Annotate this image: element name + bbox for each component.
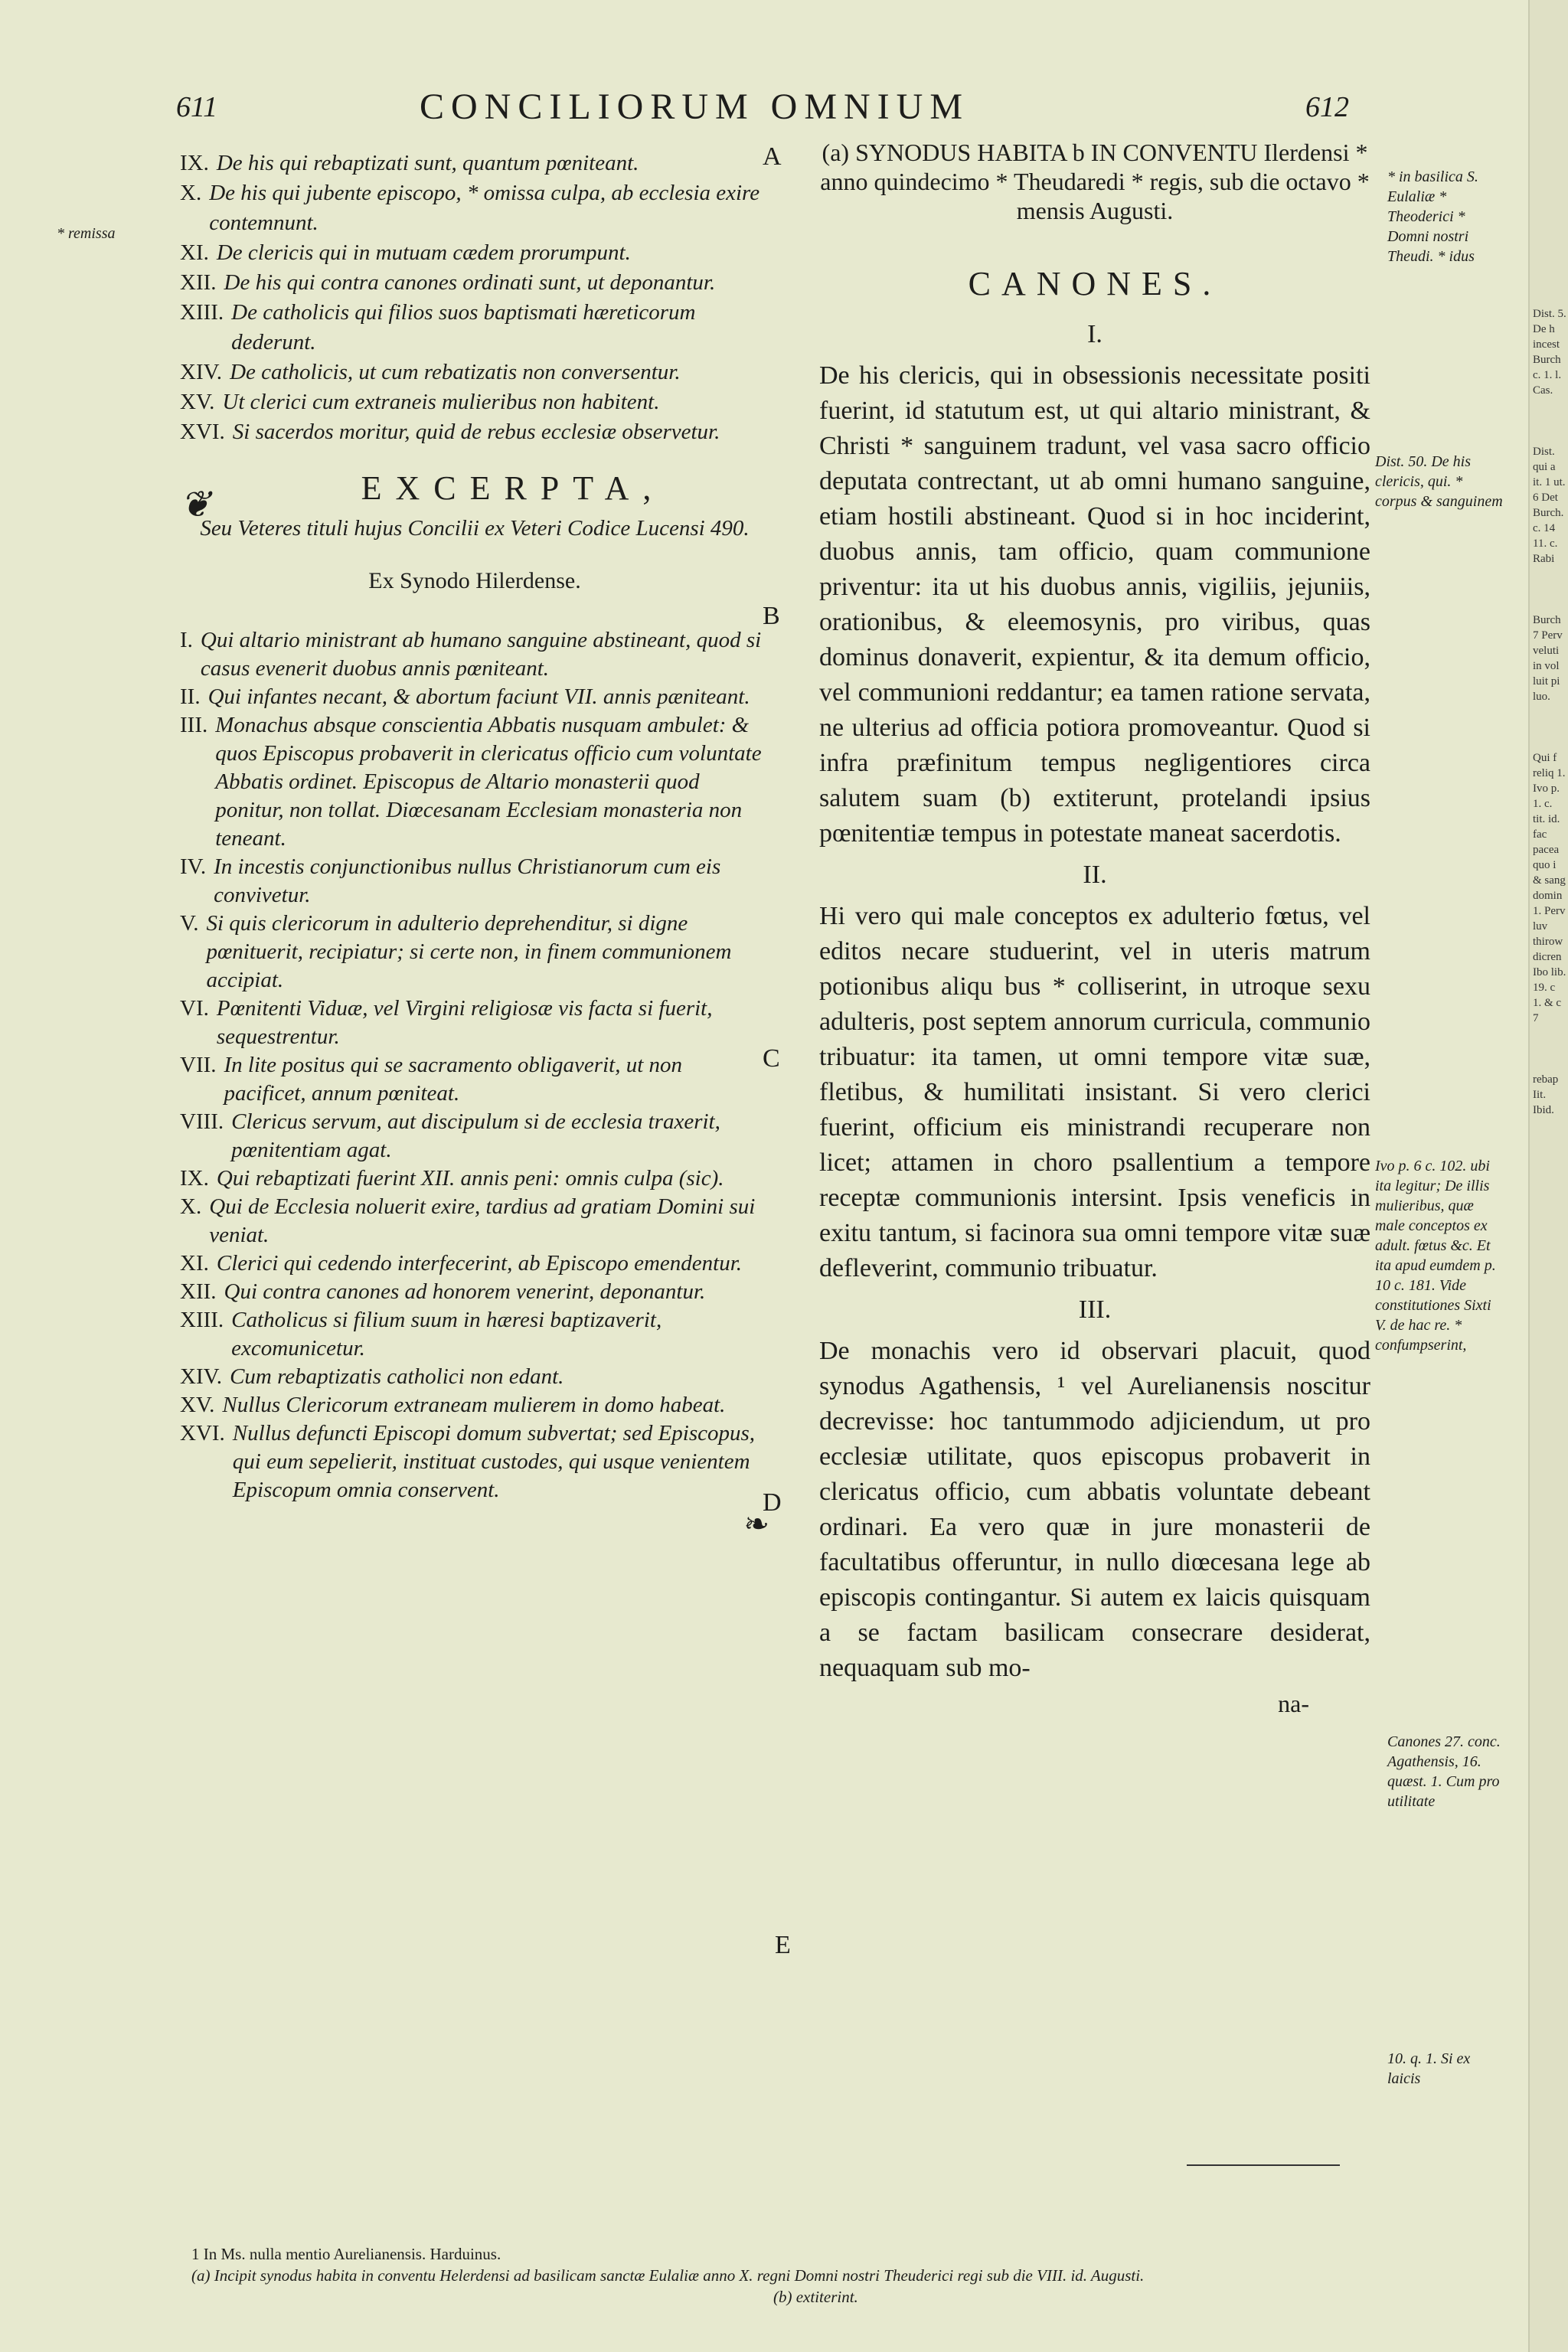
list-item (180, 1051, 769, 1108)
list-item (180, 387, 769, 417)
item-number: XIII. (180, 300, 224, 325)
list-item (180, 178, 769, 238)
canon-text: Hi vero qui male conceptos ex adulterio fœtus, vel editos necare studuerint, vel in uteris matrum potionibus aliqu bus * colliserint, in utroque sexu adulteris, post septem annorum curricula, communio tribuatur: ita tamen, ut omni tempore vitæ suæ, fletibus, & humilitati insistant. Si vero clerici fuerint, officium eis ministrandi recuperare non licet; attamen in choro psallentium a tempore receptæ communionis intersint. Ipsis veneficis in exitu tantum, si facinora sua omni tempore vitæ suæ defleverint, communio tribuatur. (819, 902, 1370, 1282)
footnote: (b) extiterint. (773, 2288, 858, 2306)
clipped-note: Burch 7 Perv veluti in vol luit pi luo. (1533, 614, 1563, 703)
excerpta-section (180, 469, 769, 1541)
margin-note: 10. q. 1. Si ex laicis (1387, 2050, 1471, 2087)
margin-note: * in basilica S. Eulaliæ * Theoderici * Domni nostri Theudi. * idus (1387, 168, 1478, 265)
left-column (180, 149, 769, 1539)
titles-list (180, 149, 769, 447)
item-number: XIII. (180, 1308, 224, 1332)
list-item (180, 683, 769, 711)
list-item (180, 149, 769, 178)
ex-synodo-heading: Ex Synodo Hilerdense. (368, 568, 581, 593)
item-text: De catholicis qui filios suos baptismati hæreticorum dederunt. (231, 300, 696, 354)
item-number: XVI. (180, 1421, 225, 1446)
list-item (180, 995, 769, 1051)
item-text: Clericus servum, aut discipulum si de ecclesia traxerit, pœnitentiam agat. (231, 1109, 720, 1162)
margin-note: Canones 27. conc. Agathensis, 16. quæst. 1. Cum pro utilitate (1387, 1733, 1501, 1810)
item-text: Nullus defuncti Episcopi domum subvertat; sed Episcopus, qui eum sepelierit, instituat custodes, qui usque venientem Episcopum omnia conservent. (232, 1421, 756, 1502)
item-text: Ut clerici cum extraneis mulieribus non habitent. (222, 390, 660, 414)
item-number: V. (180, 911, 199, 936)
item-number: III. (180, 713, 208, 737)
excerpta-subtitle: Seu Veteres tituli hujus Concilii ex Veteri Codice Lucensi 490. (200, 516, 750, 541)
item-text: De his qui contra canones ordinati sunt, ut deponantur. (224, 270, 716, 295)
canon-number: I. (1087, 320, 1102, 348)
item-number: IV. (180, 854, 207, 879)
list-item (180, 626, 769, 683)
margin-letter-d: D (763, 1488, 782, 1517)
list-item (180, 910, 769, 995)
canon-text: De his clericis, qui in obsessionis necessitate positi fuerint, id statutum est, ut qui altario ministrant, & Christi * sanguinem tradunt, vel vasa sacro officio deputata contrectant, ut ab omni humano sanguine, etiam hostili abstineant. Quod si in hoc inciderint, duobus annis, tam officio, quam communione priventur: ita ut his duobus annis, vigiliis, jejuniis, orationibus, & eleemosynis, pro viribus, quas dominus donaverit, expientur, & ita demum officio, vel communioni reddantur; ea tamen ratione servata, ne ulterius ad officia potiora promoveantur. Quod si infra præfinitum tempus negligentiores circa salutem suam (b) extiterunt, protelandi ipsius pœnitentiæ tempus in potestate maneat sacerdotis. (819, 361, 1370, 848)
item-number: XII. (180, 1279, 217, 1304)
item-text: De his qui rebaptizati sunt, quantum pœniteant. (216, 151, 639, 175)
margin-letter-a: A (763, 142, 782, 171)
item-number: I. (180, 628, 193, 652)
item-number: XVI. (180, 420, 225, 444)
excerpta-list (180, 626, 769, 1504)
margin-note: Dist. 50. De his clericis, qui. * corpus & sanguinem (1375, 453, 1503, 510)
list-item (180, 1250, 769, 1278)
list-item (180, 417, 769, 447)
item-text: In lite positus qui se sacramento obligaverit, ut non pacificet, annum pœniteat. (224, 1053, 682, 1106)
canon-number: II. (1083, 861, 1107, 889)
item-text: De his qui jubente episcopo, * omissa culpa, ab ecclesia exire contemnunt. (209, 181, 760, 235)
catchword: na- (1278, 1690, 1309, 1717)
clipped-note: Dist. qui a it. 1 ut. 6 Det Burch. c. 14 11. c. Rabi (1533, 446, 1566, 565)
list-item (180, 1165, 769, 1193)
list-item (180, 268, 769, 298)
list-item (180, 358, 769, 387)
item-text: Qui contra canones ad honorem venerint, deponantur. (224, 1279, 706, 1304)
list-item (180, 1193, 769, 1250)
footnotes (191, 2243, 1424, 2308)
item-text: Monachus absque conscientia Abbatis nusquam ambulet: & quos Episcopus probaverit in clericatus officio cum voluntate Abbatis ordinet. Episcopus de Altario monasterii quod ponitur, non tollat. Diœcesanam Ecclesiam monasteria non teneant. (215, 713, 762, 851)
tailpiece-icon: ❧ (743, 1507, 769, 1541)
item-text: In incestis conjunctionibus nullus Christianorum cum eis convivetur. (214, 854, 721, 907)
facing-page-margin (1533, 306, 1566, 1164)
item-number: XI. (180, 1251, 209, 1276)
item-number: XV. (180, 1393, 215, 1417)
item-number: XI. (180, 240, 209, 265)
margin-letter-c: C (763, 1044, 780, 1073)
list-item (180, 1363, 769, 1391)
item-number: II. (180, 684, 201, 709)
list-item (180, 238, 769, 268)
left-margin-note: * remissa (57, 225, 116, 242)
margin-letter-e: E (775, 1931, 791, 1959)
item-text: Si quis clericorum in adulterio deprehenditur, si digne pœnituerit, recipiatur; si certe non, in finem communionem accipiat. (206, 911, 732, 992)
list-item (180, 853, 769, 910)
excerpta-title: EXCERPTA, (361, 469, 665, 507)
list-item (180, 1108, 769, 1165)
synod-heading: (a) SYNODUS HABITA b IN CONVENTU Ilerdensi * anno quindecimo * Theudaredi * regis, sub die octavo * mensis Augusti. (820, 139, 1370, 224)
list-item (180, 298, 769, 358)
catchword-rule (1187, 2164, 1340, 2166)
page-number-left: 611 (176, 91, 218, 123)
item-number: IX. (180, 1166, 209, 1191)
list-item (180, 1391, 769, 1419)
clipped-note: Dist. 5. De h incest Burch c. 1. l. Cas. (1533, 308, 1566, 397)
list-item (180, 1419, 769, 1504)
canones-title: CANONES. (968, 265, 1222, 302)
right-column (819, 138, 1370, 1721)
page-number-right: 612 (1305, 91, 1349, 123)
item-number: XIV. (180, 360, 223, 384)
item-text: Catholicus si filium suum in hæresi baptizaverit, excomunicetur. (231, 1308, 662, 1361)
item-number: VIII. (180, 1109, 224, 1134)
clipped-note: rebap Iit. Ibid. (1533, 1073, 1559, 1116)
canon-number: III. (1078, 1295, 1112, 1324)
item-text: De clericis qui in mutuam cædem prorumpunt. (216, 240, 631, 265)
item-number: VII. (180, 1053, 217, 1077)
footnote: 1 In Ms. nulla mentio Aurelianensis. Harduinus. (191, 2245, 501, 2263)
list-item (180, 711, 769, 853)
margin-note: Ivo p. 6 c. 102. ubi ita legitur; De illis mulieribus, quæ male conceptos ex adult. fœtus &c. Et ita apud eumdem p. 10 c. 181. Vide constitutiones Sixti V. de hac re. * confumpserint, (1375, 1158, 1496, 1354)
item-text: Cum rebaptizatis catholici non edant. (230, 1364, 564, 1389)
item-number: X. (180, 181, 202, 205)
item-number: XV. (180, 390, 215, 414)
item-text: Nullus Clericorum extraneam mulierem in domo habeat. (222, 1393, 726, 1417)
item-number: X. (180, 1194, 202, 1219)
item-number: XIV. (180, 1364, 223, 1389)
list-item (180, 1306, 769, 1363)
item-text: Qui infantes necant, & abortum faciunt VII. annis pæniteant. (207, 684, 750, 709)
fleuron-icon: ❦ (180, 485, 211, 525)
canon-text: De monachis vero id observari placuit, quod synodus Agathensis, ¹ vel Aurelianensis noscitur decrevisse: hoc tantummodo adjiciendum, ut pro ecclesiæ utilitate, quos episcopus probaverit in clericatus officio, cum abbatis voluntate debeant ordinari. Ea vero quæ in jure monasterii de facultatibus offeruntur, in nullo diœcesana lege ab episcopis contingantur. Si autem ex laicis quisquam a se factam basilicam consecrare desiderat, nequaquam sub mo- (819, 1337, 1370, 1682)
item-text: Qui de Ecclesia noluerit exire, tardius ad gratiam Domini sui veniat. (209, 1194, 756, 1247)
item-number: VI. (180, 996, 209, 1021)
item-text: Clerici qui cedendo interfecerint, ab Episcopo emendentur. (216, 1251, 743, 1276)
item-number: IX. (180, 151, 209, 175)
item-text: Si sacerdos moritur, quid de rebus ecclesiæ observetur. (232, 420, 720, 444)
list-item (180, 1278, 769, 1306)
item-text: Pœnitenti Viduæ, vel Virgini religiosæ vis facta si fuerit, sequestrentur. (216, 996, 713, 1049)
clipped-note: Qui f reliq 1. Ivo p. 1. c. tit. id. fac pacea quo i & sang domin 1. Perv luv thirow dicren Ibo lib. 19. c 1. & c 7 (1533, 752, 1566, 1024)
item-text: De catholicis, ut cum rebatizatis non conversentur. (230, 360, 681, 384)
running-head: CONCILIORUM OMNIUM (420, 87, 970, 127)
item-text: Qui altario ministrant ab humano sanguine abstineant, quod si casus evenerit duobus annis pœniteant. (200, 628, 762, 681)
footnote: (a) Incipit synodus habita in conventu Helerdensi ad basilicam sanctæ Eulaliæ anno X. regni Domni nostri Theuderici regi sub die VIII. id. Augusti. (191, 2266, 1145, 2285)
item-number: XII. (180, 270, 217, 295)
item-text: Qui rebaptizati fuerint XII. annis peni: omnis culpa (sic). (216, 1166, 724, 1191)
margin-letter-b: B (763, 602, 780, 630)
